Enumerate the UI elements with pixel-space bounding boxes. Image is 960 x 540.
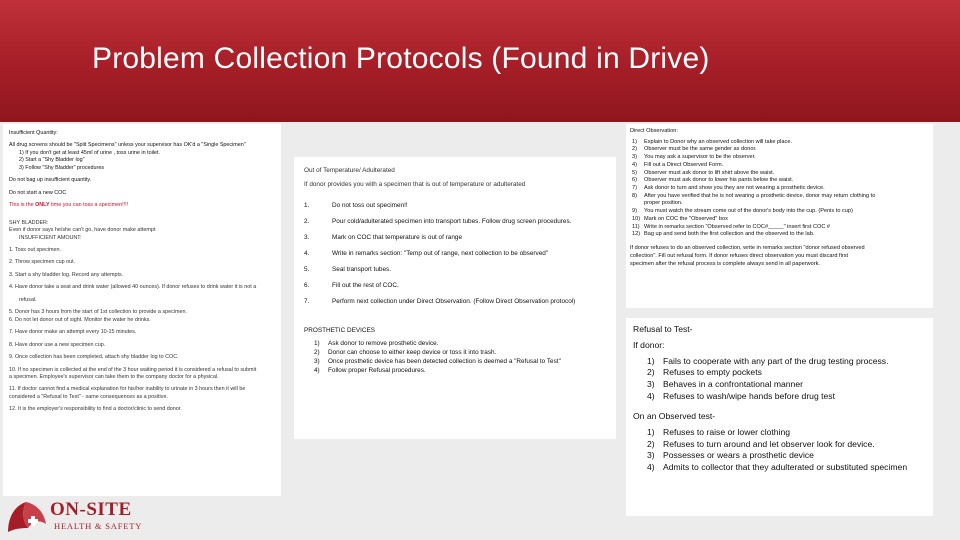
item-number: 6) bbox=[632, 177, 637, 184]
doc-line: 5. Donor has 3 hours from the start of 1st collection to provide a specimen. bbox=[9, 309, 187, 316]
item-number: 2) bbox=[647, 438, 655, 449]
item-number: 1) bbox=[314, 340, 320, 347]
prosthetic-list bbox=[304, 340, 606, 374]
item-text: Observer must ask donor to lower his pants below the waist. bbox=[644, 177, 794, 184]
doc-line: Insufficient Quantity: bbox=[9, 130, 58, 136]
item-number: 3) bbox=[632, 154, 637, 161]
observation-item bbox=[630, 162, 929, 170]
item-text: Donor can choose to either keep device or toss it into trash. bbox=[328, 349, 497, 356]
doc-line: INSUFFICIENT AMOUNT: bbox=[19, 234, 82, 241]
item-text: Ask donor to remove prosthetic device. bbox=[328, 340, 439, 347]
doc-intro: If donor provides you with a specimen that is out of temperature or adulterated bbox=[304, 181, 526, 188]
observation-item bbox=[630, 177, 929, 185]
doc-line: considered a "Refusal to Test" - same consequences as a positive. bbox=[9, 393, 168, 400]
item-text: Behaves in a confrontational manner bbox=[663, 379, 803, 390]
step-item bbox=[304, 266, 606, 273]
item-text: Explain to Donor why an observed collection will take place. bbox=[644, 138, 793, 145]
observation-item bbox=[630, 185, 929, 193]
doc-line: 12. It is the employer's responsibility to find a doctor/clinic to send donor. bbox=[9, 406, 182, 413]
refusal-item bbox=[633, 462, 926, 472]
step-number: 3. bbox=[304, 234, 310, 241]
item-number: 4) bbox=[632, 161, 637, 168]
out-of-temperature-document bbox=[294, 157, 616, 439]
doc-line: Do not start a new COC bbox=[9, 189, 67, 196]
item-number: 5) bbox=[632, 169, 637, 176]
item-number: 2) bbox=[647, 367, 655, 378]
item-text: Observer must ask donor to lift shirt above the waist. bbox=[644, 169, 775, 176]
doc-line: Even if donor says he/she can't go, have donor make attempt bbox=[9, 227, 156, 234]
item-text: Fails to cooperate with any part of the drug testing process. bbox=[663, 355, 889, 366]
item-number: 9) bbox=[632, 208, 637, 215]
doc-line: 6. Do not let donor out of sight. Monitor the water he drinks. bbox=[9, 316, 151, 323]
insufficient-quantity-document bbox=[3, 124, 281, 496]
doc-line: SHY BLADDER: bbox=[9, 219, 49, 226]
observation-item bbox=[630, 154, 929, 162]
doc-line: This is the ONLY time you can toss a specimen!!!! bbox=[9, 202, 129, 209]
donor-refusal-list bbox=[633, 356, 926, 402]
doc-line: Do not bag up insufficient quantity. bbox=[9, 177, 92, 184]
doc-line: All drug screens should be "Split Specimens" unless your supervisor has OK'd a "Single Specimen" bbox=[9, 142, 246, 149]
step-text: Fill out the rest of COC. bbox=[332, 282, 399, 289]
step-item bbox=[304, 282, 606, 289]
title-banner bbox=[0, 0, 960, 122]
step-number: 5. bbox=[304, 266, 310, 273]
step-item bbox=[304, 250, 606, 257]
doc-heading: Direct Observation: bbox=[630, 128, 678, 134]
refusal-item bbox=[633, 367, 926, 377]
doc-line: a specimen. Employee's supervisor can take them to the company doctor for a physical. bbox=[9, 373, 219, 380]
doc-line: 2. Throw specimen cup out. bbox=[9, 259, 76, 266]
step-text: Perform next collection under Direct Observation. (Follow Direct Observation protocol) bbox=[332, 298, 576, 305]
step-text: Mark on COC that temperature is out of range bbox=[332, 234, 463, 241]
footer-line: specimen after the refusal process is complete always send in all paperwork. bbox=[630, 260, 820, 267]
doc-line: 1) If you don't get at least 45ml of urine , toss urine in toilet. bbox=[19, 149, 160, 156]
observation-item bbox=[630, 208, 929, 216]
observation-item bbox=[630, 224, 929, 232]
item-number: 2) bbox=[314, 349, 320, 356]
refusal-item bbox=[633, 391, 926, 401]
observed-refusal-list bbox=[633, 427, 926, 473]
observation-item bbox=[630, 170, 929, 178]
doc-line: refusal. bbox=[19, 296, 37, 303]
observation-item bbox=[630, 193, 929, 201]
observation-item bbox=[630, 139, 929, 147]
item-number: 4) bbox=[647, 462, 655, 473]
prosthetic-heading: PROSTHETIC DEVICES bbox=[304, 327, 376, 334]
item-text: Ask donor to turn and show you they are not wearing a prosthetic device. bbox=[644, 185, 825, 192]
item-number: 4) bbox=[647, 391, 655, 402]
item-number: 10) bbox=[632, 215, 641, 222]
item-number: 2) bbox=[632, 146, 637, 153]
slide-title: Problem Collection Protocols (Found in Drive) bbox=[92, 42, 710, 75]
item-text: Refuses to empty pockets bbox=[663, 367, 762, 378]
refusal-item bbox=[633, 379, 926, 389]
prosthetic-item bbox=[304, 349, 606, 356]
item-number: 3) bbox=[314, 358, 320, 365]
item-text: Admits to collector that they adulterated or substituted specimen bbox=[663, 462, 908, 473]
item-number: 11) bbox=[632, 223, 640, 230]
step-number: 6. bbox=[304, 282, 310, 289]
item-text: Observer must be the same gender as donor. bbox=[644, 146, 757, 153]
logo-wordmark: ON-SITE bbox=[50, 499, 132, 520]
direct-observation-document bbox=[626, 124, 933, 308]
refusal-item bbox=[633, 356, 926, 366]
item-text: Refuses to wash/wipe hands before drug test bbox=[663, 391, 835, 402]
item-text: Refuses to turn around and let observer look for device. bbox=[663, 438, 875, 449]
observation-item bbox=[630, 216, 929, 224]
step-text: Write in remarks section: "Temp out of range, next collection to be observed" bbox=[332, 250, 549, 257]
prosthetic-item bbox=[304, 367, 606, 374]
step-text: Pour cold/adulterated specimen into transport tubes. Follow drug screen procedures. bbox=[332, 218, 572, 225]
step-number: 2. bbox=[304, 218, 310, 225]
refusal-item bbox=[633, 450, 926, 460]
doc-line: 2) Start a "Shy Bladder log" bbox=[19, 157, 85, 164]
item-number: 8) bbox=[632, 192, 637, 199]
prosthetic-item bbox=[304, 340, 606, 347]
item-number: 7) bbox=[632, 185, 637, 192]
logo-icon bbox=[4, 498, 48, 534]
doc-line: 10. If no specimen is collected at the end of the 3 hour waiting period it is considered a refusal to submit bbox=[9, 366, 257, 373]
step-list bbox=[304, 202, 606, 305]
step-text: Do not toss out specimen!! bbox=[332, 202, 408, 209]
item-text: Possesses or wears a prosthetic device bbox=[663, 450, 814, 461]
item-number: 1) bbox=[647, 355, 655, 366]
doc-line: 3) Follow "Shy Bladder" procedures bbox=[19, 164, 105, 171]
observation-item bbox=[630, 231, 929, 239]
company-logo bbox=[4, 496, 143, 536]
observation-item bbox=[630, 200, 929, 208]
step-number: 4. bbox=[304, 250, 310, 257]
doc-heading: Refusal to Test- bbox=[633, 324, 693, 334]
item-text: Bag up and send both the first collection and the observed to the lab. bbox=[644, 231, 815, 238]
step-item bbox=[304, 298, 606, 305]
footer-line: If donor refuses to do an observed collection, write in remarks section "donor refused observed bbox=[630, 245, 865, 252]
item-text: Mark on COC the "Observed" box bbox=[644, 215, 728, 222]
item-number: 3) bbox=[647, 450, 655, 461]
step-item bbox=[304, 234, 606, 241]
if-donor-label: If donor: bbox=[633, 340, 665, 351]
step-number: 7. bbox=[304, 298, 310, 305]
prosthetic-item bbox=[304, 358, 606, 365]
item-number: 1) bbox=[632, 138, 637, 145]
step-number: 1. bbox=[304, 202, 310, 209]
item-text: Refuses to raise or lower clothing bbox=[663, 426, 791, 437]
item-number: 12) bbox=[632, 231, 641, 238]
item-text: Once prosthetic device has been detected collection is deemed a "Refusal to Test" bbox=[328, 358, 561, 365]
doc-line: 4. Have donor take a seat and drink water (allowed 40 ounces). If donor refuses to drink water it is not a bbox=[9, 284, 257, 291]
doc-heading: Out of Temperature/ Adulterated bbox=[304, 167, 395, 174]
step-item bbox=[304, 218, 606, 225]
item-text: You may ask a supervisor to be the observer. bbox=[644, 154, 756, 161]
item-text: Follow proper Refusal procedures. bbox=[328, 367, 426, 374]
doc-line: 7. Have donor make an attempt every 10-15 minutes. bbox=[9, 329, 137, 336]
observation-steps bbox=[630, 139, 929, 239]
step-text: Seal transport tubes. bbox=[332, 266, 391, 273]
item-number: 4) bbox=[314, 367, 320, 374]
observed-heading: On an Observed test- bbox=[633, 411, 716, 422]
refusal-to-test-document bbox=[626, 318, 933, 516]
item-text: After you have verified that he is not wearing a prosthetic device, donor may return clothing to bbox=[644, 192, 876, 199]
item-number: 1) bbox=[647, 426, 655, 437]
item-text: You must watch the stream come out of the donor's body into the cup. (Penis to cup) bbox=[644, 208, 853, 215]
refusal-item bbox=[633, 427, 926, 437]
item-text: proper position. bbox=[644, 200, 683, 207]
observation-item bbox=[630, 146, 929, 154]
logo-tagline: HEALTH & SAFETY bbox=[54, 521, 143, 531]
step-item bbox=[304, 202, 606, 209]
item-text: Write in remarks section "Observed refer to COC#_____" insert first COC # bbox=[644, 223, 831, 230]
doc-line: 9. Once collection has been completed, attach shy bladder log to COC. bbox=[9, 354, 179, 361]
footer-line: collection". Fill out refusal form. If donor refuses direct observation you must discard first bbox=[630, 252, 849, 259]
doc-line: 11. If doctor cannot find a medical explanation for his/her inability to urinate in 3 hours then it will be bbox=[9, 386, 246, 393]
doc-line: 8. Have donor use a new specimen cup. bbox=[9, 341, 106, 348]
item-number: 3) bbox=[647, 379, 655, 390]
doc-line: 1. Toss out specimen. bbox=[9, 246, 62, 253]
refusal-item bbox=[633, 439, 926, 449]
doc-line: 3. Start a shy bladder log. Record any attempts. bbox=[9, 271, 124, 278]
observation-footer bbox=[630, 245, 929, 268]
item-text: Fill out a Direct Observed Form. bbox=[644, 161, 724, 168]
